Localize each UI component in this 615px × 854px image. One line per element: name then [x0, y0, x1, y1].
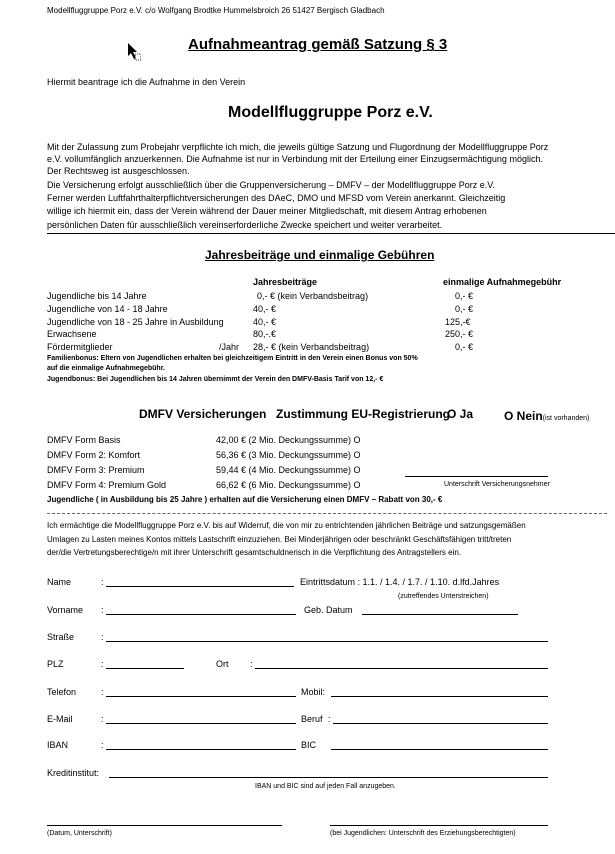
iban-bic-note: IBAN und BIC sind auf jeden Fall anzugeben. — [255, 783, 396, 790]
bank-field[interactable] — [109, 777, 548, 778]
street-label: Straße — [47, 632, 75, 642]
form-title: Aufnahmeantrag gemäß Satzung § 3 — [188, 36, 448, 53]
family-bonus-cont: auf die einmalige Aufnahmegebühr. — [47, 365, 165, 372]
city-label: Ort — [216, 659, 229, 669]
insurance-option-premium-gold[interactable]: 66,62 € (6 Mio. Deckungssumme) O — [216, 480, 361, 490]
bic-label: BIC — [301, 740, 317, 750]
insurance-signature-line[interactable] — [405, 476, 548, 477]
birth-date-field[interactable] — [362, 614, 518, 615]
fees-heading: Jahresbeiträge und einmalige Gebühren — [205, 248, 435, 262]
eu-no-option[interactable]: O Nein(ist vorhanden) — [504, 409, 590, 423]
intro-text: Hiermit beantrage ich die Aufnahme in den Verein — [47, 77, 246, 87]
applicant-signature-line[interactable] — [47, 825, 282, 826]
first-name-field[interactable] — [106, 614, 296, 615]
entry-date-label[interactable]: Eintrittsdatum : 1.1. / 1.4. / 1.7. / 1.10. d.lfd.Jahres — [300, 577, 500, 587]
profession-field[interactable] — [333, 723, 548, 724]
profession-label: Beruf — [301, 714, 323, 724]
phone-label: Telefon — [47, 687, 77, 697]
mobile-field[interactable] — [331, 696, 548, 697]
insurance-option-premium[interactable]: 59,44 € (4 Mio. Deckungssumme) O — [216, 465, 361, 475]
mobile-label: Mobil: — [301, 687, 326, 697]
iban-label: IBAN — [47, 740, 69, 750]
email-label: E-Mail — [47, 714, 73, 724]
first-name-label: Vorname — [47, 605, 84, 615]
youth-discount: Jugendliche ( in Ausbildung bis 25 Jahre ) erhalten auf die Versicherung einen DMFV – Rabatt von 30,- € — [47, 495, 443, 504]
zip-label: PLZ — [47, 659, 64, 669]
insurance-option-basis[interactable]: 42,00 € (2 Mio. Deckungssumme) O — [216, 435, 361, 445]
fees-col-once: einmalige Aufnahmegebühr — [443, 277, 562, 287]
mouse-cursor-icon — [127, 42, 141, 62]
fees-col-annual: Jahresbeiträge — [253, 277, 318, 287]
insurance-signature-label: Unterschrift Versicherungsnehmer — [444, 481, 550, 488]
insurance-heading: DMFV Versicherungen — [139, 407, 267, 421]
name-label: Name — [47, 577, 72, 587]
name-field[interactable] — [106, 586, 294, 587]
birth-date-label: Geb. Datum — [304, 605, 353, 615]
iban-field[interactable] — [106, 749, 296, 750]
street-field[interactable] — [106, 641, 548, 642]
entry-date-note: (zutreffendes Unterstreichen) — [398, 593, 489, 600]
youth-bonus: Jugendbonus: Bei Jugendlichen bis 14 Jahren übernimmt der Verein den DMFV-Basis Tarif von 12,- € — [47, 376, 384, 383]
applicant-signature-label: (Datum, Unterschrift) — [47, 830, 112, 837]
bic-field[interactable] — [331, 749, 548, 750]
guardian-signature-line[interactable] — [330, 825, 548, 826]
letterhead: Modellfluggruppe Porz e.V. c/o Wolfgang Brodtke Hummelsbroich 26 51427 Bergisch Gladbach — [47, 6, 385, 15]
eu-registration-label: Zustimmung EU-Registrierung — [276, 407, 451, 421]
city-field[interactable] — [255, 668, 548, 669]
email-field[interactable] — [106, 723, 296, 724]
divider — [47, 233, 615, 234]
zip-field[interactable] — [106, 668, 184, 669]
club-name: Modellfluggruppe Porz e.V. — [228, 104, 433, 121]
family-bonus: Familienbonus: Eltern von Jugendlichen erhalten bei gleichzeitigem Eintritt in den Verein einen Bonus von 50% — [47, 355, 418, 362]
separator — [47, 513, 607, 514]
eu-yes-option[interactable]: O Ja — [447, 407, 474, 421]
bank-label: Kreditinstitut: — [47, 768, 100, 778]
insurance-option-komfort[interactable]: 56,36 € (3 Mio. Deckungssumme) O — [216, 450, 361, 460]
phone-field[interactable] — [106, 696, 296, 697]
guardian-signature-label: (bei Jugendlichen: Unterschrift des Erziehungsberechtigten) — [330, 830, 516, 837]
